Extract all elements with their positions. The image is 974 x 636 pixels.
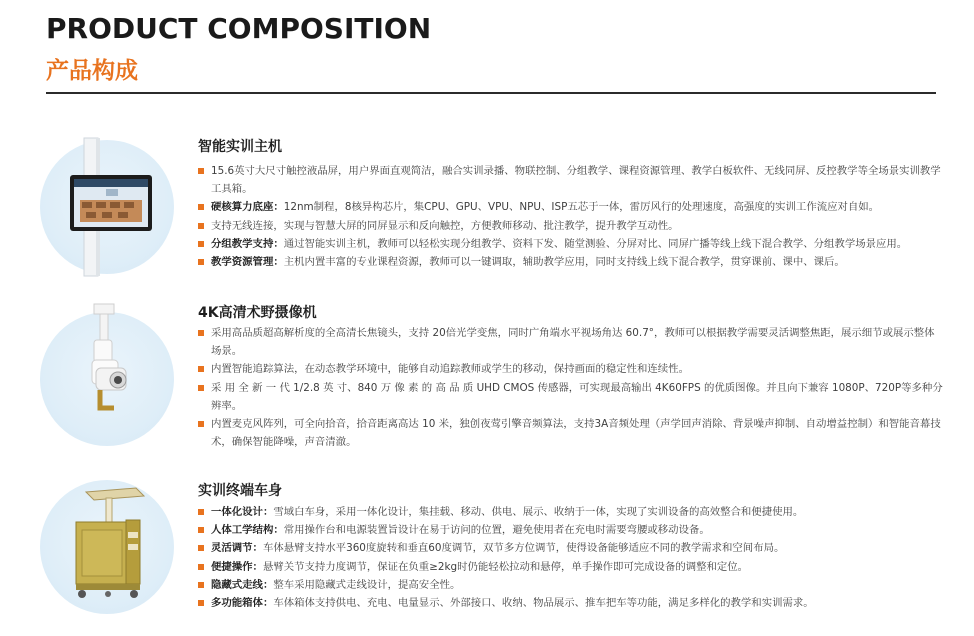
list-item: 分组教学支持：通过智能实训主机，教师可以轻松实现分组教学、资料下发、随堂测验、分屏对比、同屏广播等线上线下混合教学、分组教学场景应用。 [198, 235, 943, 253]
page-title-cn: 产品构成 [46, 58, 138, 84]
list-item: 硬核算力底座：12nm制程，8核异构芯片，集CPU、GPU、VPU、NPU、ISP五芯于一体，雷厉风行的处理速度，高强度的实训工作流应对自如。 [198, 198, 943, 216]
list-item: 教学资源管理：主机内置丰富的专业课程资源，教师可以一键调取，辅助教学应用，同时支持线上线下混合教学，贯穿课前、课中、课后。 [198, 253, 943, 271]
cart-feature-list [198, 503, 943, 612]
list-item: 采 用 全 新 一 代 1/2.8 英 寸、840 万 像 素 的 高 品 质 UHD CMOS 传感器，可实现最高输出 4K60FPS 的优质图像。并且向下兼容 1080P、720P等多种分辨率。 [198, 379, 943, 415]
section-title-cart: 实训终端车身 [198, 483, 282, 499]
4k-camera-icon [40, 312, 174, 446]
section-title-camera: 4K高清术野摄像机 [198, 305, 317, 321]
camera-image-circle [40, 312, 174, 446]
list-item: 一体化设计：雪域白车身，采用一体化设计，集挂载、移动、供电、展示、收纳于一体，实现了实训设备的高效整合和便捷使用。 [198, 503, 943, 521]
smart-host-feature-list [198, 162, 943, 271]
smart-host-image-circle [40, 140, 174, 274]
list-item: 支持无线连接，实现与智慧大屏的同屏显示和反向触控，方便教师移动、批注教学，提升教学互动性。 [198, 217, 943, 235]
smart-host-device-icon [40, 140, 174, 274]
list-item: 采用高品质超高解析度的全高清长焦镜头，支持 20倍光学变焦，同时广角端水平视场角达 60.7°，教师可以根据教学需要灵活调整焦距，展示细节或展示整体场景。 [198, 324, 943, 360]
list-item: 灵活调节：车体悬臂支持水平360度旋转和垂直60度调节，双节多方位调节，使得设备能够适应不同的教学需求和空间布局。 [198, 539, 943, 557]
page-title-en: PRODUCT COMPOSITION [46, 12, 432, 45]
list-item: 多功能箱体：车体箱体支持供电、充电、电量显示、外部接口、收纳、物品展示、推车把车等功能，满足多样化的教学和实训需求。 [198, 594, 943, 612]
cart-terminal-icon [40, 480, 174, 614]
camera-feature-list [198, 324, 943, 451]
list-item: 内置麦克风阵列，可全向拾音，拾音距离高达 10 米，独创夜莺引擎音频算法，支持3A音频处理（声学回声消除、背景噪声抑制、自动增益控制）和智能音幕技术，确保智能降噪，声音清澈。 [198, 415, 943, 451]
list-item: 人体工学结构：常用操作台和电源装置旨设计在易于访问的位置，避免使用者在充电时需要弯腰或移动设备。 [198, 521, 943, 539]
cart-image-circle [40, 480, 174, 614]
list-item: 隐藏式走线：整车采用隐藏式走线设计，提高安全性。 [198, 576, 943, 594]
list-item: 便捷操作：悬臂关节支持力度调节，保证在负重≥2kg时仍能轻松拉动和悬停，单手操作即可完成设备的调整和定位。 [198, 558, 943, 576]
section-title-smart-host: 智能实训主机 [198, 139, 282, 155]
list-item: 内置智能追踪算法，在动态教学环境中，能够自动追踪教师或学生的移动，保持画面的稳定性和连续性。 [198, 360, 943, 378]
header-divider [46, 92, 936, 94]
list-item: 15.6英寸大尺寸触控液晶屏，用户界面直观简洁，融合实训录播、物联控制、分组教学、课程资源管理、教学白板软件、无线同屏、反控教学等全场景实训教学工具箱。 [198, 162, 943, 198]
